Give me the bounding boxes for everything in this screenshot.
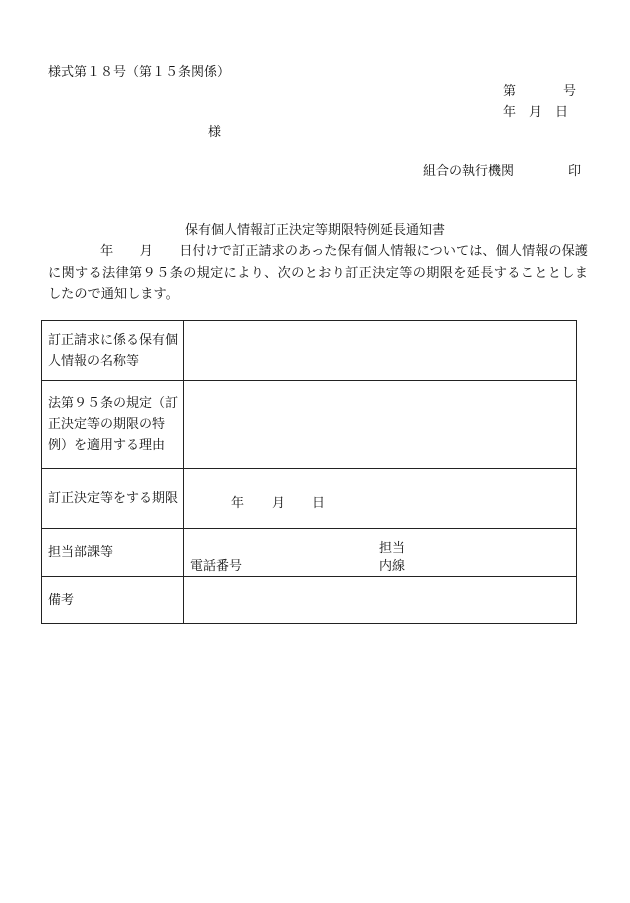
document-number bbox=[503, 84, 577, 99]
label-remarks: 備考 bbox=[42, 577, 184, 624]
deadline-year: 年 bbox=[231, 496, 245, 511]
table-row-remarks bbox=[42, 577, 577, 624]
document-title: 保有個人情報訂正決定等期限特例延長通知書 bbox=[184, 223, 445, 238]
deadline-month: 月 bbox=[272, 496, 286, 511]
value-department bbox=[184, 529, 577, 577]
label-info-name: 訂正請求に係る保有個人情報の名称等 bbox=[42, 321, 184, 381]
notice-body: 年 月 日付けで訂正請求のあった保有個人情報については、個人情報の保護に関する法律第９５条の規定により、次のとおり訂正決定等の期限を延長することとしましたので通知します。 bbox=[48, 244, 588, 302]
label-department: 担当部課等 bbox=[42, 529, 184, 577]
value-deadline bbox=[184, 469, 577, 529]
details-table bbox=[41, 320, 577, 624]
issue-date: 年 月 日 bbox=[503, 105, 569, 120]
document-number-prefix: 第 bbox=[503, 84, 517, 99]
table-row-deadline bbox=[42, 469, 577, 529]
extension-label: 内線 bbox=[379, 559, 406, 574]
phone-label: 電話番号 bbox=[190, 559, 243, 574]
person-in-charge-label: 担当 bbox=[379, 541, 406, 556]
value-remarks bbox=[184, 577, 577, 624]
seal-mark: 印 bbox=[568, 164, 582, 179]
label-reason: 法第９５条の規定（訂正決定等の期限の特例）を適用する理由 bbox=[42, 381, 184, 469]
deadline-day: 日 bbox=[312, 496, 326, 511]
table-row-info-name bbox=[42, 321, 577, 381]
issuer-organization: 組合の執行機関 bbox=[423, 164, 515, 179]
addressee-suffix: 様 bbox=[208, 125, 222, 140]
table-row-department bbox=[42, 529, 577, 577]
table-row-reason bbox=[42, 381, 577, 469]
form-number: 様式第１８号（第１５条関係） bbox=[48, 65, 231, 80]
label-deadline: 訂正決定等をする期限 bbox=[42, 469, 184, 529]
issuer bbox=[423, 164, 582, 179]
document-number-suffix: 号 bbox=[563, 84, 577, 99]
value-reason bbox=[184, 381, 577, 469]
value-info-name bbox=[184, 321, 577, 381]
